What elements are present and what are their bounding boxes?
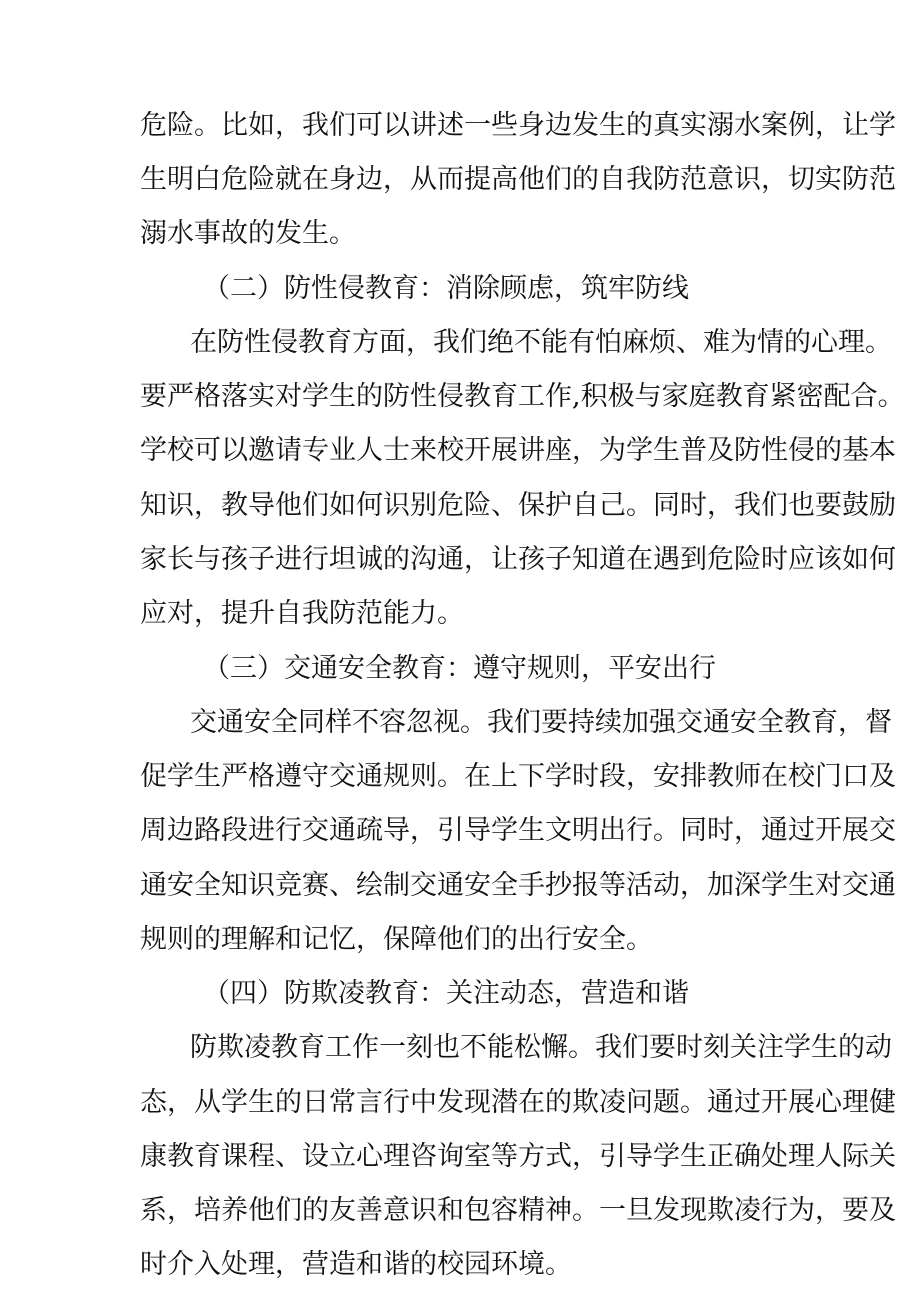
paragraph-line: 康教育课程、设立心理咨询室等方式，引导学生正确处理人际关: [140, 1141, 896, 1172]
paragraph-line: 态，从学生的日常言行中发现潜在的欺凌问题。通过开展心理健: [140, 1087, 896, 1118]
paragraph-line: 系，培养他们的友善意识和包容精神。一旦发现欺凌行为，要及: [140, 1195, 896, 1226]
paragraph-line: 通安全知识竞赛、绘制交通安全手抄报等活动，加深学生对交通: [140, 870, 896, 901]
paragraph-line: 要严格落实对学生的防性侵教育工作,积极与家庭教育紧密配合。: [140, 381, 905, 412]
section-heading: （三）交通安全教育：遵守规则，平安出行: [203, 653, 716, 684]
paragraph-line: 学校可以邀请专业人士来校开展讲座，为学生普及防性侵的基本: [140, 435, 896, 466]
paragraph-line: 家长与孩子进行坦诚的沟通，让孩子知道在遇到危险时应该如何: [140, 544, 896, 575]
paragraph-line: 防欺凌教育工作一刻也不能松懈。我们要时刻关注学生的动: [190, 1032, 892, 1063]
section-heading: （四）防欺凌教育：关注动态，营造和谐: [203, 978, 689, 1009]
section-heading: （二）防性侵教育：消除顾虑，筑牢防线: [203, 273, 689, 304]
paragraph-line: 溺水事故的发生。: [140, 218, 356, 249]
paragraph-line: 生明白危险就在身边，从而提高他们的自我防范意识，切实防范: [140, 164, 896, 195]
paragraph-line: 交通安全同样不容忽视。我们要持续加强交通安全教育，督: [190, 707, 892, 738]
paragraph-line: 应对，提升自我防范能力。: [140, 598, 464, 629]
paragraph-line: 在防性侵教育方面，我们绝不能有怕麻烦、难为情的心理。: [190, 327, 892, 358]
paragraph-line: 危险。比如，我们可以讲述一些身边发生的真实溺水案例，让学: [140, 110, 896, 141]
paragraph-line: 周边路段进行交通疏导，引导学生文明出行。同时，通过开展交: [140, 815, 896, 846]
paragraph-line: 促学生严格遵守交通规则。在上下学时段，安排教师在校门口及: [140, 761, 896, 792]
paragraph-line: 时介入处理，营造和谐的校园环境。: [140, 1249, 572, 1280]
paragraph-line: 知识，教导他们如何识别危险、保护自己。同时，我们也要鼓励: [140, 490, 896, 521]
paragraph-line: 规则的理解和记忆，保障他们的出行安全。: [140, 924, 653, 955]
